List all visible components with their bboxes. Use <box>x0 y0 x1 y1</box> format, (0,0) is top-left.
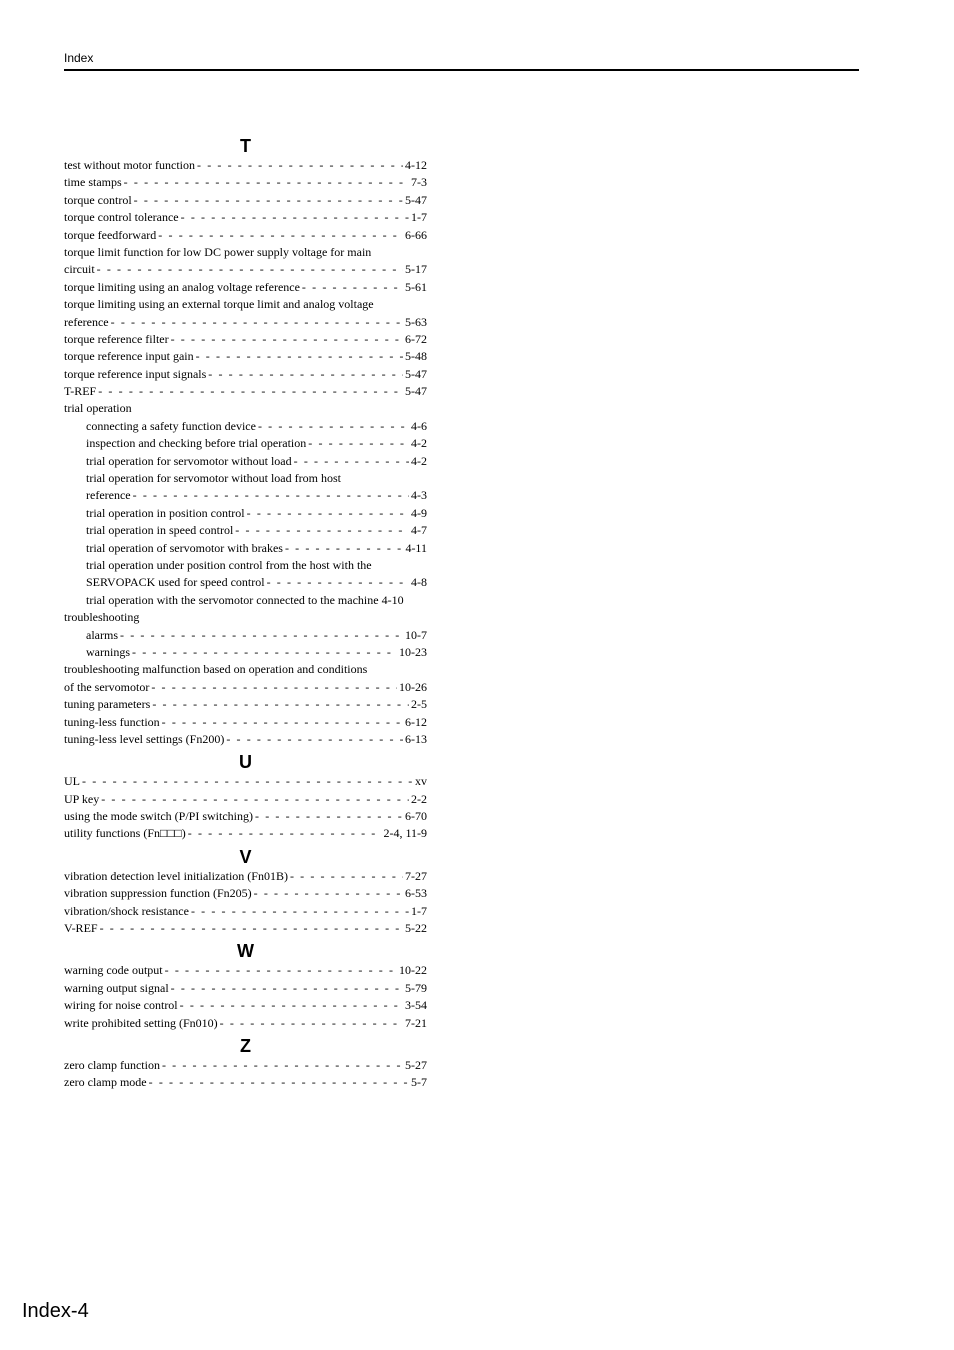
entry-term: write prohibited setting (Fn010) <box>64 1015 218 1030</box>
index-entry-text <box>64 557 427 574</box>
dot-leader <box>171 331 403 348</box>
entry-page-ref: 6-70 <box>405 809 427 824</box>
entry-term: utility functions (Fn□□□) <box>64 826 186 841</box>
entry-page-ref: 5-22 <box>405 921 427 936</box>
section-letter-u: U <box>239 752 252 773</box>
dot-leader <box>171 980 403 997</box>
entry-term: tuning parameters <box>64 697 151 712</box>
entry-term: torque feedforward <box>64 227 157 242</box>
entry-page-ref: 5-61 <box>405 279 427 294</box>
dot-leader <box>158 227 403 244</box>
index-entry <box>64 825 427 842</box>
index-entry <box>64 1057 427 1074</box>
entry-term: torque control <box>64 192 132 207</box>
section-letter-t: T <box>240 136 251 156</box>
dot-leader <box>308 435 409 452</box>
index-entry <box>64 331 427 348</box>
index-entry-text <box>64 400 427 417</box>
entry-term: inspection and checking before trial operation <box>86 436 307 451</box>
index-entry <box>64 696 427 713</box>
dot-leader <box>97 261 403 278</box>
index-entry <box>64 383 427 400</box>
index-entry <box>64 920 427 937</box>
entry-term: SERVOPACK used for speed control <box>86 575 265 590</box>
entry-term: of the servomotor <box>64 679 150 694</box>
index-entry <box>64 714 427 731</box>
dot-leader <box>98 383 403 400</box>
section-letter-w: W <box>237 941 254 962</box>
entry-term: T-REF <box>64 384 97 399</box>
index-entry <box>64 453 427 470</box>
dot-leader <box>258 418 409 435</box>
index-entry <box>64 505 427 522</box>
dot-leader <box>294 453 409 470</box>
section-entries <box>64 157 427 748</box>
dot-leader <box>290 868 403 885</box>
dot-leader <box>82 773 413 790</box>
header-label: Index <box>64 51 94 65</box>
entry-term: tuning-less level settings (Fn200) <box>64 731 225 746</box>
dot-leader <box>162 1057 403 1074</box>
index-entry <box>64 314 427 331</box>
index-entry <box>64 997 427 1014</box>
index-entry <box>64 435 427 452</box>
dot-leader <box>196 348 403 365</box>
entry-page-ref: 1-7 <box>411 210 427 225</box>
entry-page-ref: 5-17 <box>405 262 427 277</box>
dot-leader <box>267 574 409 591</box>
index-entry <box>64 540 427 557</box>
section-entries <box>64 1057 427 1092</box>
entry-page-ref: 7-21 <box>405 1015 427 1030</box>
dot-leader <box>180 997 403 1014</box>
index-entry <box>64 418 427 435</box>
entry-page-ref: 5-48 <box>405 349 427 364</box>
dot-leader <box>124 174 409 191</box>
section-entries <box>64 962 427 1032</box>
entry-page-ref: 5-63 <box>405 314 427 329</box>
entry-term: torque reference input gain <box>64 349 194 364</box>
entry-page-ref: 6-53 <box>405 886 427 901</box>
dot-leader <box>285 540 403 557</box>
dot-leader <box>100 920 403 937</box>
dot-leader <box>149 1074 409 1091</box>
entry-page-ref: 4-2 <box>411 453 427 468</box>
entry-page-ref: 10-23 <box>399 644 427 659</box>
index-entry-text <box>64 244 427 261</box>
dot-leader <box>191 903 409 920</box>
index-entry <box>64 348 427 365</box>
entry-page-ref: 4-9 <box>411 505 427 520</box>
entry-page-ref: 4-7 <box>411 523 427 538</box>
entry-page-ref: 10-22 <box>399 963 427 978</box>
entry-term: vibration/shock resistance <box>64 903 189 918</box>
dot-leader <box>134 192 403 209</box>
entry-term: torque control tolerance <box>64 210 179 225</box>
entry-page-ref: 5-7 <box>411 1075 427 1090</box>
dot-leader <box>220 1015 403 1032</box>
index-entry <box>64 279 427 296</box>
entry-term: connecting a safety function device <box>86 418 256 433</box>
entry-term: tuning-less function <box>64 714 160 729</box>
index-entry <box>64 627 427 644</box>
index-entry <box>64 209 427 226</box>
entry-term: troubleshooting malfunction based on operation and conditions <box>64 662 368 677</box>
dot-leader <box>208 366 403 383</box>
section-entries <box>64 868 427 938</box>
entry-term: trial operation for servomotor without load <box>86 453 292 468</box>
entry-term: alarms <box>86 627 118 642</box>
index-entry <box>64 791 427 808</box>
index-entry <box>64 962 427 979</box>
index-entry <box>64 980 427 997</box>
index-entry <box>64 192 427 209</box>
section-letter-v: V <box>239 846 252 867</box>
dot-leader <box>101 791 409 808</box>
index-entry <box>64 1015 427 1032</box>
entry-page-ref: 4-12 <box>405 158 427 172</box>
entry-page-ref: 3-54 <box>405 998 427 1013</box>
index-entry <box>64 487 427 504</box>
entry-term: time stamps <box>64 175 122 190</box>
index-entry <box>64 227 427 244</box>
entry-term: UP key <box>64 791 100 806</box>
entry-page-ref: 5-27 <box>405 1057 427 1072</box>
entry-page-ref: 4-8 <box>411 575 427 590</box>
entry-page-ref: 6-72 <box>405 331 427 346</box>
entry-page-ref: 6-13 <box>405 731 427 746</box>
section-entries <box>64 773 427 843</box>
entry-page-ref: 7-3 <box>411 175 427 190</box>
index-entry <box>64 731 427 748</box>
entry-term: reference <box>86 488 131 503</box>
index-entry <box>64 773 427 790</box>
section-letter-z: Z <box>240 1035 251 1056</box>
index-entry <box>64 366 427 383</box>
dot-leader <box>255 808 403 825</box>
entry-term: torque reference filter <box>64 331 169 346</box>
dot-leader <box>151 679 397 696</box>
entry-term: trial operation with the servomotor connected to the machine 4-10 <box>86 592 404 607</box>
entry-term: vibration detection level initialization (Fn01B) <box>64 868 288 883</box>
index-entry <box>64 157 427 174</box>
index-entry <box>64 644 427 661</box>
entry-page-ref: 10-7 <box>405 627 427 642</box>
index-entry-text <box>64 296 427 313</box>
entry-term: vibration suppression function (Fn205) <box>64 886 252 901</box>
dot-leader <box>165 962 397 979</box>
entry-page-ref: 5-47 <box>405 192 427 207</box>
entry-term: UL <box>64 774 80 789</box>
dot-leader <box>247 505 409 522</box>
index-entry <box>64 522 427 539</box>
entry-page-ref: 4-3 <box>411 488 427 503</box>
dot-leader <box>235 522 409 539</box>
entry-page-ref: 2-5 <box>411 697 427 712</box>
entry-term: V-REF <box>64 921 98 936</box>
dot-leader <box>181 209 409 226</box>
entry-term: trial operation in position control <box>86 505 245 520</box>
entry-term: trial operation under position control from the host with the <box>86 557 372 572</box>
dot-leader <box>302 279 403 296</box>
entry-term: warnings <box>86 644 130 659</box>
entry-page-ref: 6-12 <box>405 714 427 729</box>
index-entry-text <box>64 470 427 487</box>
dot-leader <box>226 731 403 748</box>
entry-term: warning output signal <box>64 980 169 995</box>
entry-page-ref: 5-79 <box>405 980 427 995</box>
entry-page-ref: 7-27 <box>405 868 427 883</box>
entry-term: wiring for noise control <box>64 998 178 1013</box>
entry-page-ref: 2-2 <box>411 791 427 806</box>
entry-term: torque limiting using an external torque limit and analog voltage <box>64 297 374 312</box>
entry-page-ref: 4-11 <box>405 540 427 555</box>
entry-term: trial operation in speed control <box>86 523 234 538</box>
entry-term: torque limit function for low DC power supply voltage for main <box>64 244 372 259</box>
entry-page-ref: 2-4, 11-9 <box>383 826 427 841</box>
entry-term: torque reference input signals <box>64 366 207 381</box>
index-entry <box>64 261 427 278</box>
entry-term: test without motor function <box>64 158 195 172</box>
entry-term: trial operation for servomotor without load from host <box>86 471 341 486</box>
index-entry-text <box>64 592 427 609</box>
index-entry <box>64 868 427 885</box>
entry-term: torque limiting using an analog voltage reference <box>64 279 300 294</box>
entry-page-ref: 10-26 <box>399 679 427 694</box>
index-entry-text <box>64 661 427 678</box>
entry-term: circuit <box>64 262 95 277</box>
entry-page-ref: 5-47 <box>405 366 427 381</box>
dot-leader <box>254 885 403 902</box>
index-entry <box>64 174 427 191</box>
dot-leader <box>111 314 403 331</box>
entry-page-ref: 4-6 <box>411 418 427 433</box>
dot-leader <box>132 644 397 661</box>
header-rule <box>64 69 859 71</box>
index-entry <box>64 903 427 920</box>
entry-page-ref: 5-47 <box>405 384 427 399</box>
dot-leader <box>188 825 382 842</box>
entry-page-ref: 1-7 <box>411 903 427 918</box>
index-entry <box>64 1074 427 1091</box>
dot-leader <box>162 714 403 731</box>
entry-term: using the mode switch (P/PI switching) <box>64 809 253 824</box>
dot-leader <box>152 696 409 713</box>
entry-term: troubleshooting <box>64 610 140 625</box>
index-entry-text <box>64 609 427 626</box>
entry-page-ref: 6-66 <box>405 227 427 242</box>
entry-term: reference <box>64 314 109 329</box>
entry-term: zero clamp function <box>64 1057 160 1072</box>
dot-leader <box>120 627 403 644</box>
entry-page-ref: xv <box>415 774 427 789</box>
index-entry <box>64 808 427 825</box>
index-column <box>64 135 427 1092</box>
index-entry <box>64 885 427 902</box>
dot-leader <box>197 157 403 174</box>
dot-leader <box>133 487 409 504</box>
page-number: Index-4 <box>22 1300 89 1322</box>
index-entry <box>64 679 427 696</box>
entry-term: zero clamp mode <box>64 1075 147 1090</box>
index-entry <box>64 574 427 591</box>
entry-term: warning code output <box>64 963 163 978</box>
entry-page-ref: 4-2 <box>411 436 427 451</box>
entry-term: trial operation <box>64 401 132 416</box>
entry-term: trial operation of servomotor with brakes <box>86 540 283 555</box>
